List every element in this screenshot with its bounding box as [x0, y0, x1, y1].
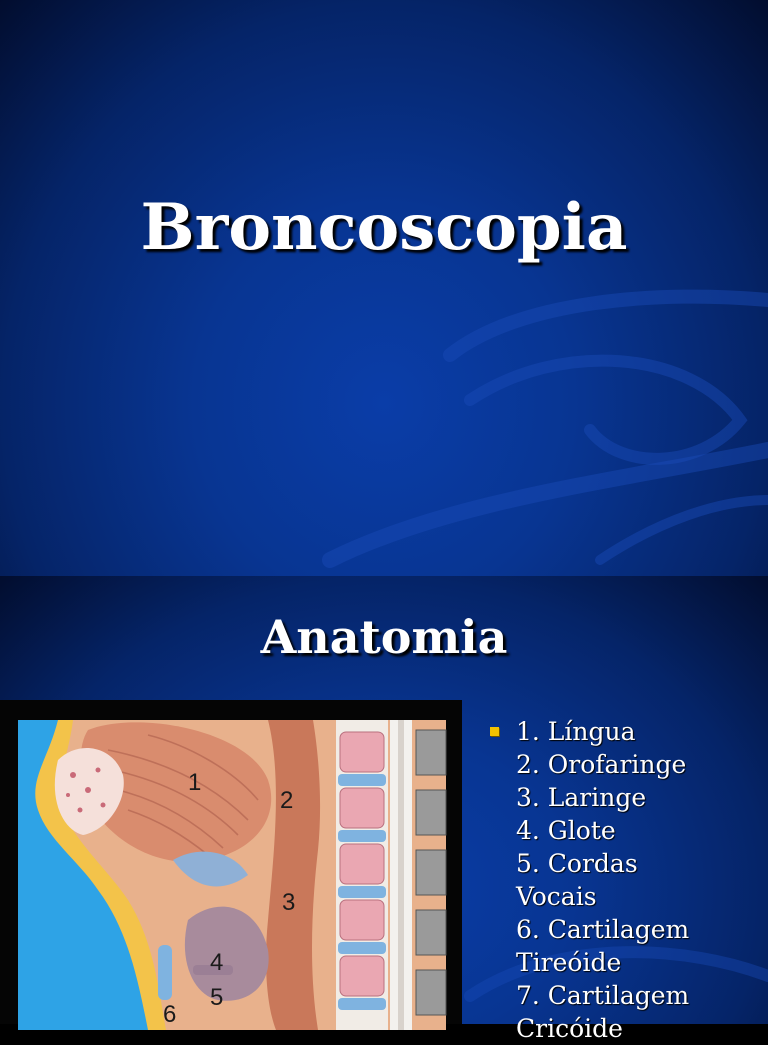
image-label-1: 1 — [188, 769, 202, 796]
list-line: Tireóide — [516, 948, 622, 977]
bullet-icon — [490, 727, 499, 736]
anatomy-list-lines — [516, 715, 766, 1045]
list-line: 3. Laringe — [516, 783, 647, 812]
anatomy-image — [18, 720, 446, 1030]
list-line: 1. Língua — [516, 717, 636, 746]
list-line: Cricóide — [516, 1014, 623, 1043]
slide-title: Broncoscopia — [140, 190, 628, 265]
anatomy-slide — [0, 576, 768, 1043]
list-line: 4. Glote — [516, 816, 616, 845]
list-line: 7. Cartilagem — [516, 981, 690, 1010]
anatomy-image-frame — [0, 700, 462, 1028]
image-label-2: 2 — [280, 787, 294, 814]
image-label-3: 3 — [282, 889, 296, 916]
image-label-5: 5 — [210, 984, 224, 1011]
slide-title: Anatomia — [260, 610, 508, 664]
list-line: Vocais — [516, 882, 597, 911]
image-label-6: 6 — [163, 1001, 177, 1028]
list-line: 2. Orofaringe — [516, 750, 687, 779]
list-line: 5. Cordas — [516, 849, 638, 878]
image-label-4: 4 — [210, 949, 224, 976]
list-line: 6. Cartilagem — [516, 915, 690, 944]
